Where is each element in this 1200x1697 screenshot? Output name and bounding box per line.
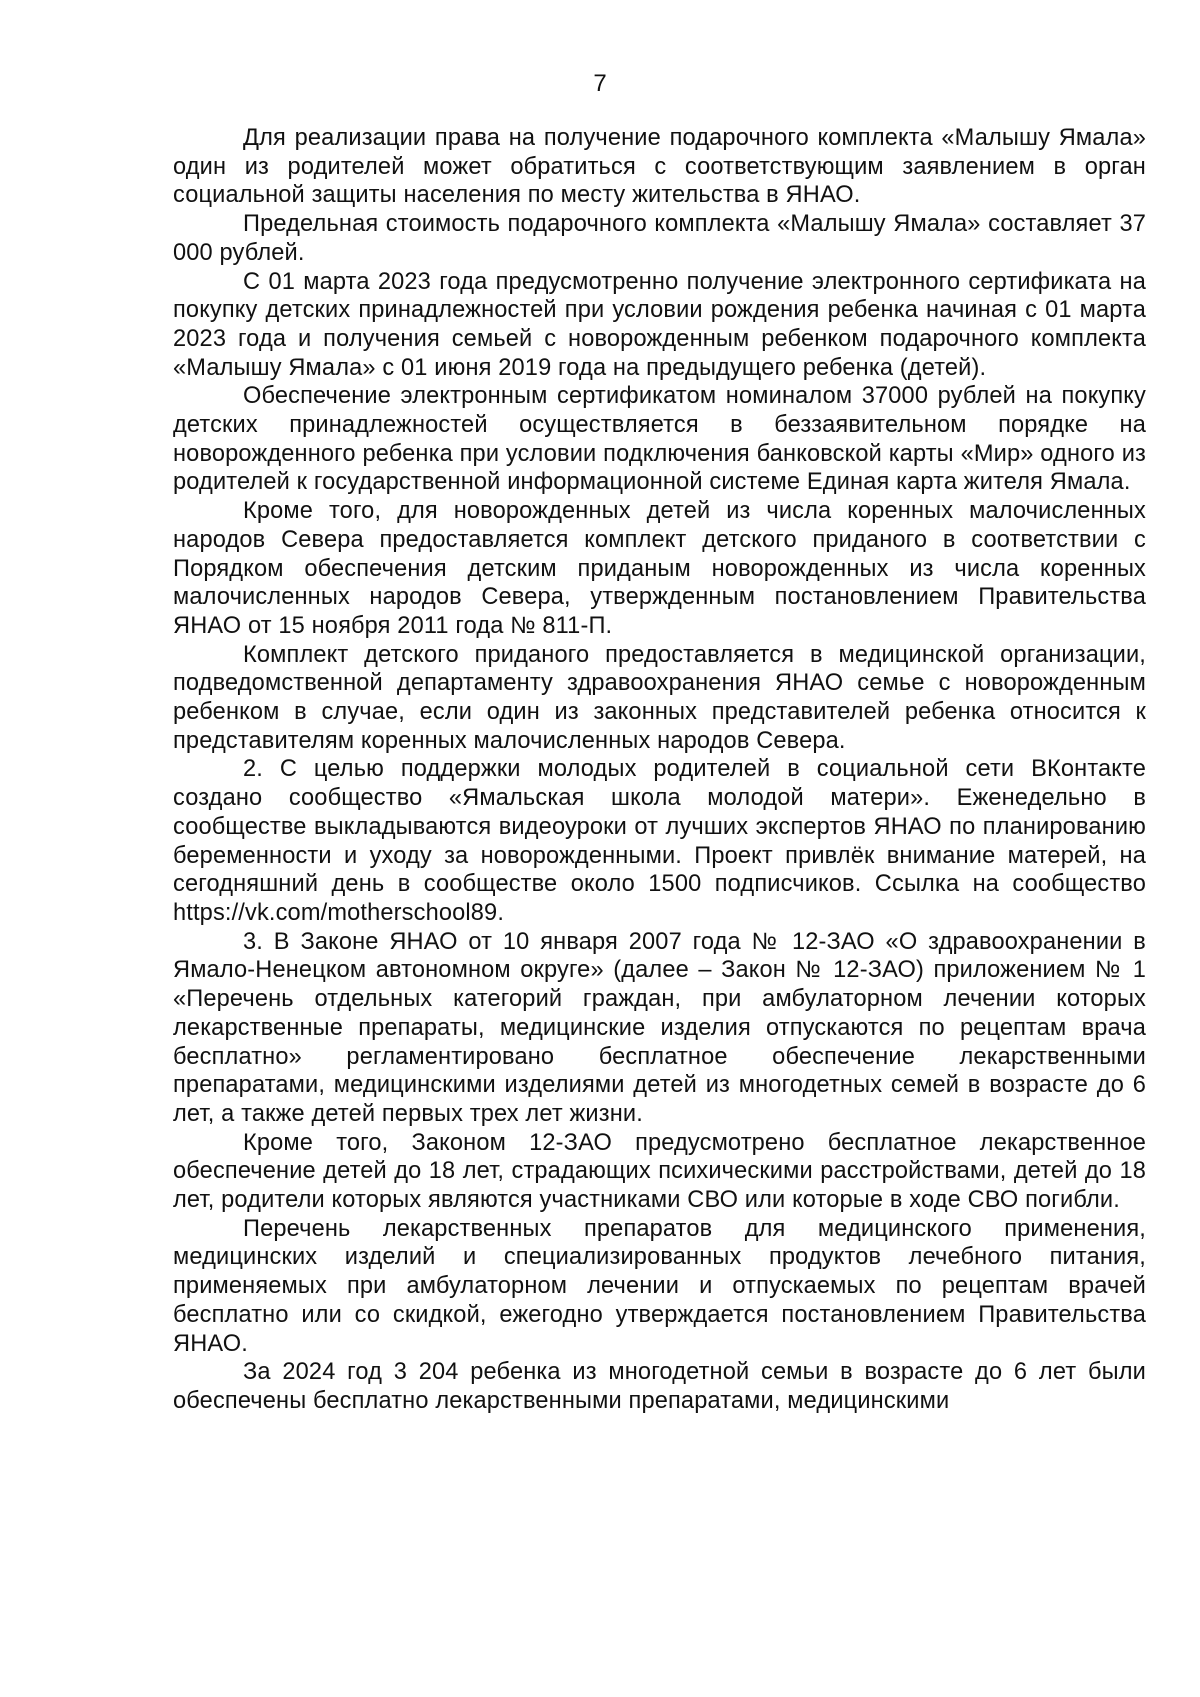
paragraph-health-law: 3. В Законе ЯНАО от 10 января 2007 года № 12-ЗАО «О здравоохранении в Ямало-Ненецком автономном округе» (далее – Закон № 12-ЗАО) приложением № 1 «Перечень отдельных категорий граждан, при амбулаторном лечении которых лекарственные препараты, медицинские изделия отпускаются по рецептам врача бесплатно» регламентировано бесплатное обеспечение лекарственными препаратами, медицинскими изделиями детей из многодетных семей в возрасте до 6 лет, а также детей первых трех лет жизни.: [173, 928, 1146, 1127]
paragraph-vk-community: 2. С целью поддержки молодых родителей в социальной сети ВКонтакте создано сообщество «Ямальская школа молодой матери». Еженедельно в сообществе выкладываются видеоуроки от лучших экспертов ЯНАО по планированию беременности и уходу за новорожденными. Проект привлёк внимание матерей, на сегодняшний день в сообществе около 1500 подписчиков. Ссылка на сообщество https://vk.com/motherschool89.: [173, 756, 1146, 926]
paragraph-indigenous-dowry: Кроме того, для новорожденных детей из числа коренных малочисленных народов Севера предоставляется комплект детского приданого в соответствии с Порядком обеспечения детским приданым новорожденных из числа коренных малочисленных народов Севера, утвержденным постановлением Правительства ЯНАО от 15 ноября 2011 года № 811-П.: [173, 498, 1146, 639]
paragraph-certificate-provision: Обеспечение электронным сертификатом номиналом 37000 рублей на покупку детских принадлежностей осуществляется в беззаявительном порядке на новорожденного ребенка при условии подключения банковской карты «Мир» одного из родителей к государственной информационной системе Единая карта жителя Ямала.: [173, 383, 1146, 496]
paragraph-medicine-list: Перечень лекарственных препаратов для медицинского применения, медицинских изделий и специализированных продуктов лечебного питания, применяемых при амбулаторном лечении и отпускаемых по рецептам врачей бесплатно или со скидкой, ежегодно утверждается постановлением Правительства ЯНАО.: [173, 1215, 1146, 1357]
paragraph-2024-statistics: За 2024 год 3 204 ребенка из многодетной семьи в возрасте до 6 лет были обеспечены бесплатно лекарственными препаратами, медицинскими: [173, 1359, 1146, 1414]
page-number: 7: [593, 70, 607, 97]
paragraph-dowry-provision: Комплект детского приданого предоставляется в медицинской организации, подведомственной департаменту здравоохранения ЯНАО семье с новорожденным ребенком в случае, если один из законных представителей ребенка относится к представителям коренных малочисленных народов Севера.: [173, 641, 1146, 754]
paragraph-electronic-certificate: С 01 марта 2023 года предусмотренно получение электронного сертификата на покупку детских принадлежностей при условии рождения ребенка начиная с 01 марта 2023 года и получения семьей с новорожденным ребенком подарочного комплекта «Малышу Ямала» с 01 июня 2019 года на предыдущего ребенка (детей).: [173, 268, 1146, 381]
paragraph-free-medicine: Кроме того, Законом 12-ЗАО предусмотрено бесплатное лекарственное обеспечение детей до 18 лет, страдающих психическими расстройствами, детей до 18 лет, родители которых являются участниками СВО или которые в ходе СВО погибли.: [173, 1129, 1146, 1214]
paragraph-gift-set-cost: Предельная стоимость подарочного комплекта «Малышу Ямала» составляет 37 000 рублей.: [173, 211, 1146, 266]
document-body: [173, 124, 1146, 1416]
paragraph-gift-set-application: Для реализации права на получение подарочного комплекта «Малышу Ямала» один из родителей может обратиться с соответствующим заявлением в орган социальной защиты населения по месту жительства в ЯНАО.: [173, 125, 1146, 209]
